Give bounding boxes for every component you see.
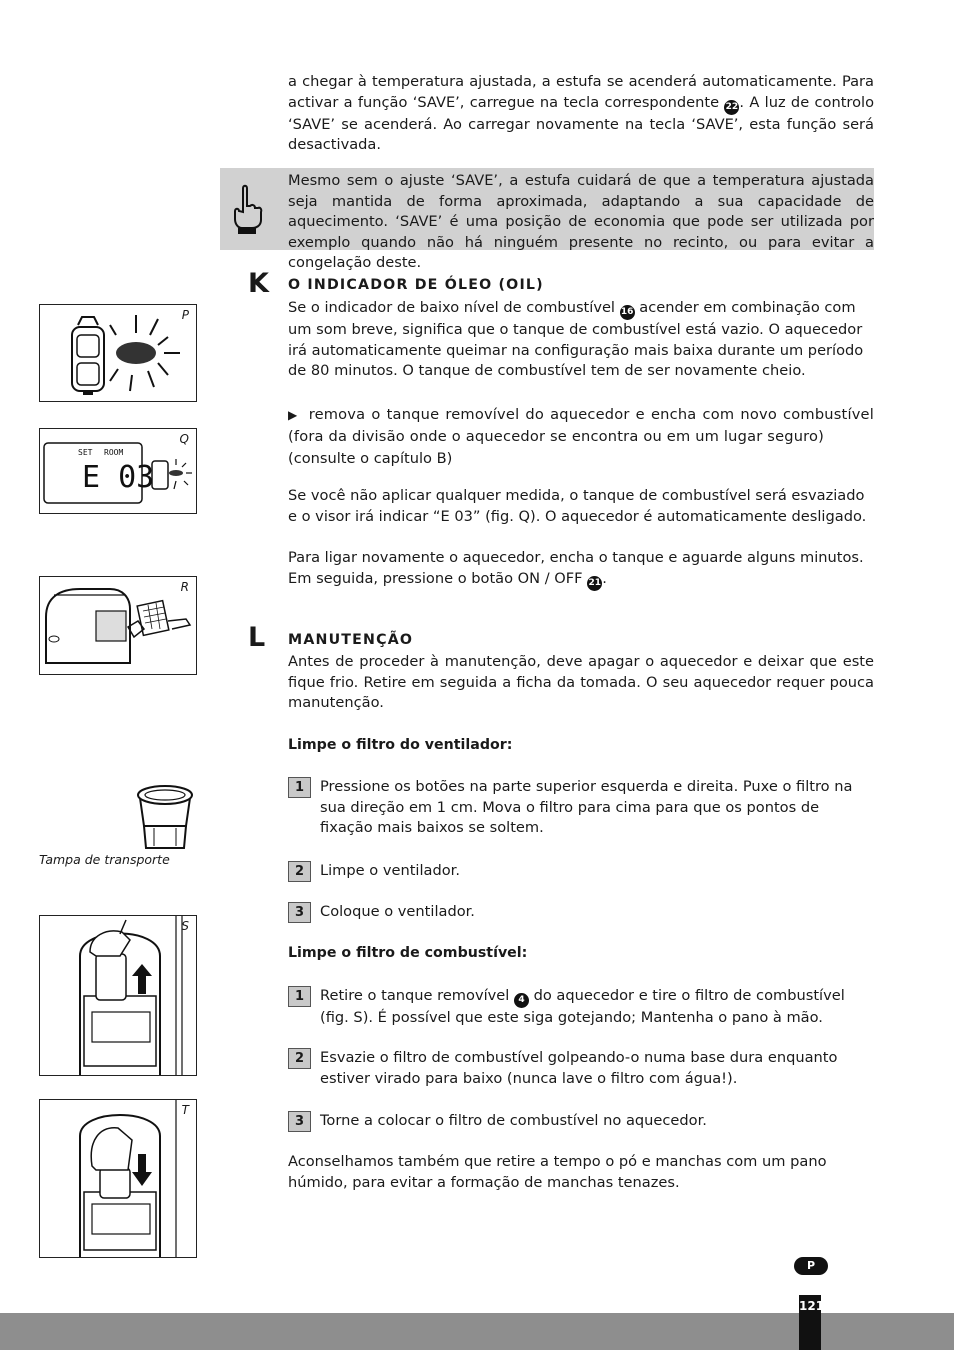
fuel-step-2: 2 Esvazie o filtro de combustível golpeando-o numa base dura enquanto estiver virado para baixo (nunca lave o filtro com água!). (288, 1048, 874, 1089)
step-number: 1 (288, 986, 311, 1007)
fuel-step-3: 3 Torne a colocar o filtro de combustível no aquecedor. (288, 1111, 874, 1132)
section-title-l: MANUTENÇÃO (288, 632, 414, 648)
transport-cap-illustration (134, 782, 196, 852)
ref-16: 16 (620, 305, 635, 320)
pointing-hand-icon (228, 184, 264, 236)
fan-step-3: 3 Coloque o ventilador. (288, 902, 874, 923)
closing-paragraph: Aconselhamos também que retire a tempo o pó e manchas com um pano húmido, para evitar a formação de manchas tenazes. (288, 1153, 827, 1191)
bullet-arrow-icon: ▶ (288, 408, 299, 422)
display-readout: E 03 (82, 460, 155, 495)
fan-step-1: 1 Pressione os botões na parte superior esquerda e direita. Puxe o filtro na sua direção em 1 cm. Mova o filtro para cima para que os pontos de fixação mais baixos se soltem. (288, 777, 874, 839)
display-room-label: ROOM (104, 448, 124, 457)
fan-filter-heading: Limpe o filtro do ventilador: (288, 737, 513, 753)
fuel-filter-heading: Limpe o filtro de combustível: (288, 945, 528, 961)
section-letter-l: L (248, 622, 266, 653)
figure-label: P (181, 308, 189, 322)
figure-label: S (181, 919, 189, 933)
step-number: 2 (288, 861, 311, 882)
section-letter-k: K (248, 268, 269, 299)
page-number: 121 (799, 1295, 821, 1350)
intro-paragraph: a chegar à temperatura ajustada, a estufa se acenderá automaticamente. Para activar a função ‘SAVE’, carregue na tecla correspondente 22. A luz de controlo ‘SAVE’ se acenderá. Ao carregar novamente na tecla ‘SAVE’, esta função será desactivada. (288, 73, 875, 153)
figure-q (39, 428, 197, 514)
step-number: 3 (288, 1111, 311, 1132)
fan-filter-removal-illustration (40, 577, 196, 674)
transport-cap-caption: Tampa de transporte (39, 852, 170, 867)
fan-step-2: 2 Limpe o ventilador. (288, 861, 874, 882)
refill-bullet: ▶ remova o tanque removível do aquecedor e encha com novo combustível (fora da divisão onde o aquecedor se encontra ou em um lugar seguro) (288, 406, 874, 445)
refill-bullet-note: (consulte o capítulo B) (288, 450, 453, 467)
ref-4: 4 (514, 993, 529, 1008)
language-badge: P (794, 1257, 828, 1275)
maintenance-paragraph: Antes de proceder à manutenção, deve apagar o aquecedor e deixar que este fique frio. Retire em seguida a ficha da tomada. O seu aquecedor requer pouca manutenção. (288, 653, 874, 711)
fuel-step-1: 1 Retire o tanque removível 4 do aquecedor e tire o filtro de combustível (fig. S). É possível que este siga gotejando; Mantenha o pano à mão. (288, 986, 874, 1029)
note-box (220, 168, 874, 271)
figure-label: R (180, 580, 189, 594)
oil-indicator-paragraph: Se o indicador de baixo nível de combustível 16 acender em combinação com um som breve, significa que o tanque de combustível está vazio. O aquecedor irá automaticamente queimar na configuração mais baixa durante um período de 80 minutos. O tanque de combustível tem de ser novamente cheio. (288, 299, 864, 379)
ref-22: 22 (724, 100, 739, 115)
section-title-k: O INDICADOR DE ÓLEO (OIL) (288, 277, 544, 293)
figure-p (39, 304, 197, 402)
figure-label: Q (179, 432, 189, 446)
note-text: Mesmo sem o ajuste ‘SAVE’, a estufa cuidará de que a temperatura ajustada seja mantida de forma aproximada, adaptando a sua capacidade de aquecimento. ‘SAVE’ é uma posição de economia que pode ser utilizada por exemplo quando não há ninguém presente no recinto, ou para evitar a congelação deste. (288, 172, 874, 271)
figure-label: T (181, 1103, 189, 1117)
display-e03-illustration (40, 429, 196, 513)
empty-tank-paragraph: Se você não aplicar qualquer medida, o tanque de combustível será esvaziado e o visor irá indicar “E 03” (fig. Q). O aquecedor é automaticamente desligado. (288, 487, 867, 525)
restart-paragraph: Para ligar novamente o aquecedor, encha o tanque e aguarde alguns minutos. Em seguida, pressione o botão ON / OFF 21. (288, 548, 874, 591)
figure-t (39, 1099, 197, 1258)
oil-indicator-illustration (40, 305, 196, 401)
step-number: 2 (288, 1048, 311, 1069)
ref-21: 21 (587, 576, 602, 591)
step-number: 3 (288, 902, 311, 923)
fuel-filter-refit-illustration (40, 1100, 196, 1257)
display-set-label: SET (78, 448, 93, 457)
figure-s (39, 915, 197, 1076)
step-number: 1 (288, 777, 311, 798)
fuel-filter-removal-illustration (40, 916, 196, 1075)
figure-r (39, 576, 197, 675)
